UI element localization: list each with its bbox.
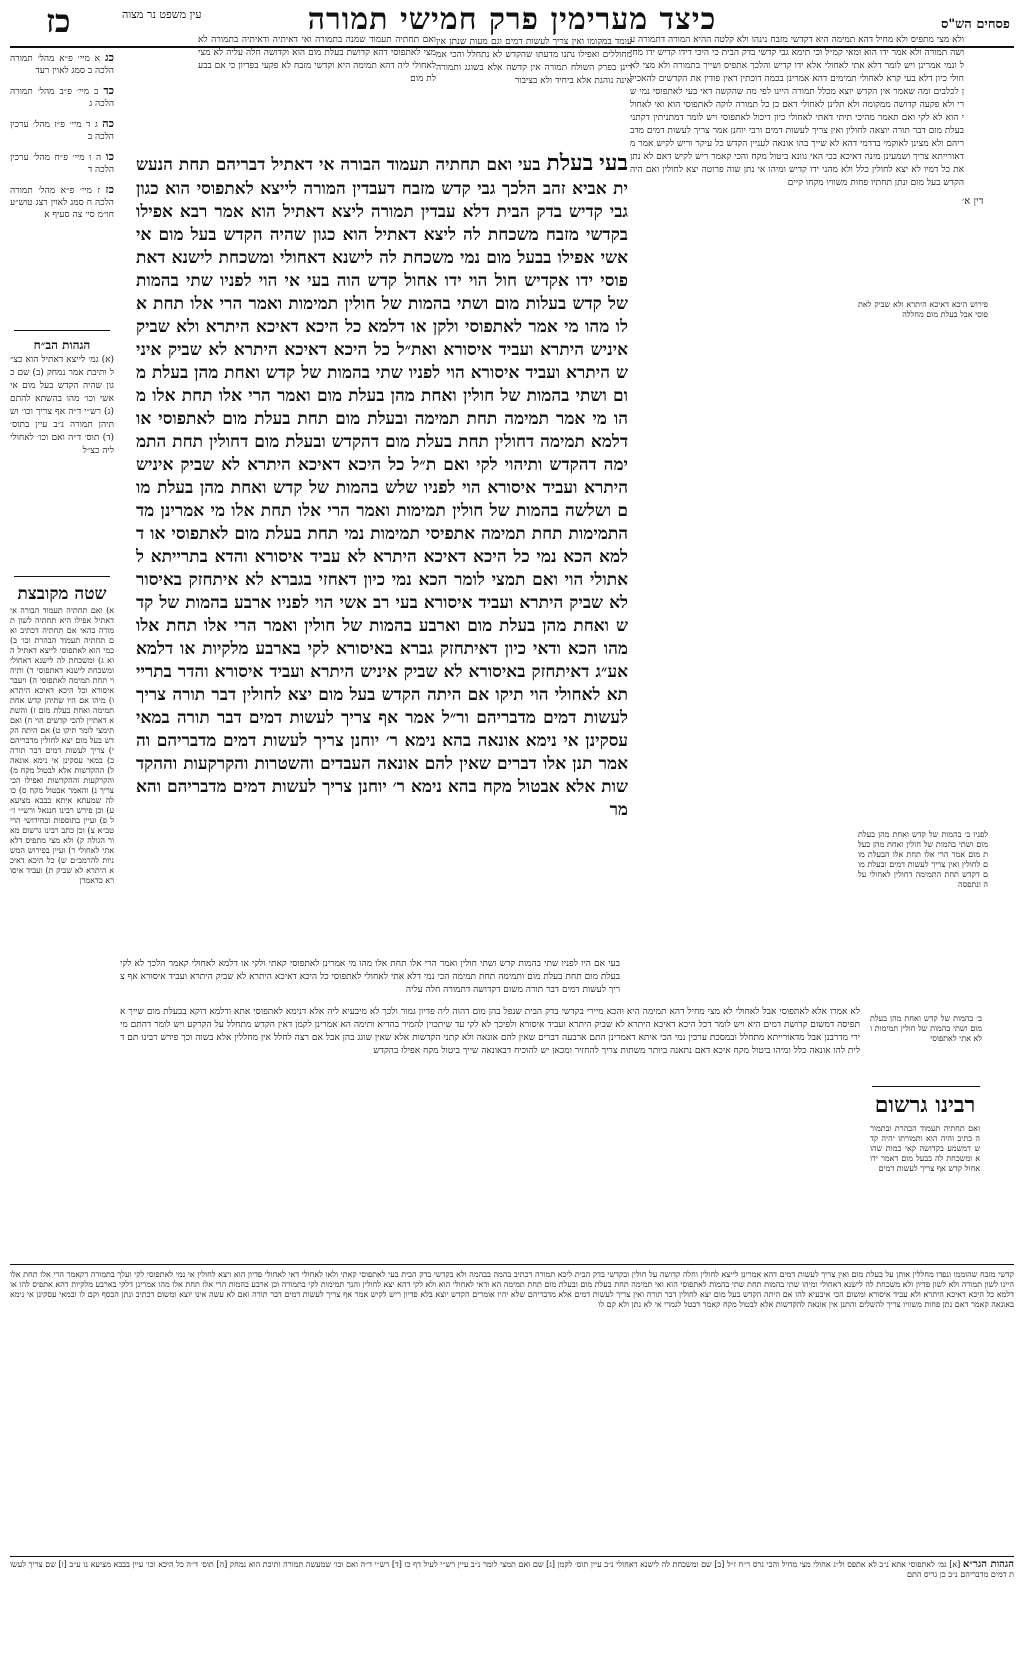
gloss-b: לפניו ב׳ בהמות של קדש ואחת מהן בעלת מום ושתי בהמות של חולין ואחת מהן בעלת מום אמר הרי אלו תחת אלו הבעלת מום לחולין ואין צריך לעשות דמים ובעלת מום דקדש תחת התמימה דחולין לאחולי עלה ונתפסה [858, 830, 988, 889]
gemara-body: בעי ואם תחתיה תעמוד הבורה אי דאתיל דבריהם תחת הנעשית אביא זהב הלכך גבי קדש מזבח דעבדין המורה לייצא לאתפוסי הוא כגון גבי קדיש בדק הבית דלא עבדין תמורה ליצא דאתיל הוא אמר רבא אפילו בקדשי מזבח משכחת לה ליצא דאתיל הוא כגון שהיה הקדש בעל מום אי אשי אפילו בבעל מום נמי משכחת לה לישנא דאחולי ומשכחת לישנא דאתפוסי ידו אקדיש חול הוי ידו אחול קדש הוה בעי אי הוי לפניו שתי בהמות של קדש בעלות מום ושתי בהמות של חולין תמימות ואמר הרי אלו תחת אלו מהו מי אמר לאתפוסי ולקן או דלמא כל היכא דאיכא היתרא ולא שביק איניש היתרא ועביד איסורא ואת״ל כל היכא דאיכא היתרא לא שביק איניש היתרא ועביד איסורא הוי לפניו שתי בהמות של קדש ואחת מהן בעלת מום ושתי בהמות של חולין ואחת מהן בעלת מום ואמר הרי אלו תחת אלו מהו מי אמר תמימה תחת תמימה ובעלת מום תחת בעלת מום לאתפוסי או דלמא תמימה דחולין תחת בעלת מום דהקדש ובעלת מום דחולין תחת התמימה דהקדש ותיהוי לקי ואם ת״ל כל היכא דאיכא היתרא לא שביק איניש היתרא ועביד איסורא הוי לפניו שלש בהמות של קדש ואחת מהן בעלת מום ושלשה בהמות של חולין תמימות ואמר הרי אלו תחת אלו מי אמרינן מדהתמימות תחת תמימה אתפיסי תמימות נמי תחת בעלת מום לאתפוסי או דלמא הכא נמי כל היכא דאיכא היתרא לא עביד איסורא והדא בתרייתא לאתולי הוי ואם תמצי לומר הכא נמי כיון דאחזי בגברא לא איתחזק באיסור לא שביק היתרא ועביד איסורא בעי רב אשי הוי לפניו ארבע בהמות של קדש ואחת מהן בעלת מום וארבע בהמות של חולין ואמר הרי אלו תחת אלו מהו הכא ודאי כיון דאיתחזק גברא באיסורא לקי בארבע מלקיות או דלמא אע״ג דאיתחזק באיסורא לא שביק איניש היתרא ועביד איסורא והדר בתרייתא לאחולי הוי תיקו אם היתה הקדש בעל מום יצא לחולין דבר תורה צריך לעשות דמים מדבריהם ור״ל אמר אף צריך לעשות דמים דבר תורה במאי עסקינן אי נימא אונאה בהא נימא ר׳ יוחנן צריך לעשות דמים מדבריהם והאמר תנן אלו דברים שאין להם אונאה העבדים והשטרות והקרקעות וההקדשות אלא אבטול מקח בהא נימא ר׳ יוחנן צריך לעשות דמים מדבריהם והאמר [136, 155, 628, 820]
ein-mishpat-entry: כד ב מיי׳ פ״ב מהל׳ תמורה הלכה ג [10, 84, 114, 109]
tosafot-right-text: ולא מצי מתפיס ולא מחיל דהא תמימה היא דקדשי מזבח נינהו ולא קלטה ההיא המורה דתמורה עושה תמורה ולא אמר ידו הוא ומאי קמ״ל וכי תימא גבי קדשי בדק הבית כי היכי דידו קדיש ידו מחיל ונמי אמרינן ויש לומר דלא אתי לאחולי אלא ידו קדיש והלכך אתפיס ושייך בתמורה ולא מצי לאחולי כיון דלא בעי קרא לאחולי תמימים דהא אמרינן בכמה דוכתין דאין פודין את הקדשים להאכילן לכלבים ומה שאמר אין הקדש יוצא מכלל תמורה היינו לפי מה שהקשה דאי בעי לאתפוסי נמי שרי ולא פקעה קדושה ממקומה ולא תלינן לאחולי דאם כן כל תמורה לוקה לאתפוסי הוא ואי לאחולי הוא לא לקי ואם תאמר מהיכי תיתי דאתי לאחולי כיון דיכול לאתפוסי ויש לומר דמתניתין דקתני בעלת מום דבר תורה יוצאה לחולין ואין צריך לעשות דמים ורבי יוחנן אמר צריך לעשות דמים מדבריהם ולא מצינן לאוקמי בדדמי דהא לא שייך בהו אונאה לעניין הקדש כל עיקר וריש לקיש אמר מדאורייתא צריך ושמעינן מינה דאיכא בכי האי גוונא ביטול מקח והכי קאמר ריש לקיש דאם לא נתן את כל דמיו לא יצא לחולין כלל ולא מהני ידו קדיש ומיהו אי נתן שוה פרוטה יצא לחולין ואם היה הקדש בעל מום ונתן תחתיו פחות משוויו מקחו קיים [630, 35, 964, 188]
gemara-opening-word: בעי [599, 150, 628, 176]
ein-mishpat-entry: כה ג ד מיי׳ פ״ז מהל׳ ערכין הלכה ב [10, 117, 114, 142]
rashi-inner-text: בעי אם היו לפניו שתי בהמות קדש ושתי חולין ואמר הרי אלו תחת אלו מהו מי אמרינן לאתפוסי קאתי ולקי או דלמא לאחולי קאמר הלכך לא לקי בעלת מום תחת בעלת מום ותמימה תחת תמימה הכי נמי דלא אתי לאחולי לאתפוסי כל היכא דאיכא היתרא לא שביק היתרא ועביד איסורא אף צריך לעשות דמים דבר תורה משום דקדושה דתמורה חלה עליה [120, 959, 620, 995]
rabbeinu-gershom-title: רבינו גרשום [874, 1092, 976, 1118]
chapter-title: כיצד מערימין פרק חמישי תמורה [307, 2, 717, 37]
tosafot-right-column [630, 34, 964, 874]
rashi-inner-block [120, 958, 620, 1002]
daf-number: כז [46, 2, 71, 40]
rashi-top-text: ואם תחתיה תעמוד שמנה בתמורה ואי דאיתיה ודאיתיה בתמורה לא מצי לאתפוסי דהא קדושת בעלת מום הוא וקדושה חלה עליה לא מצי לאחולי ליה דהא תמימה היא וקדשי מזבח לא פקעי בפדיון כי אם בבעלת מום [198, 35, 436, 84]
tosafot-bottom-block: לא אמרו אלא לאתפוסי אבל לאחולי לא מצי מחיל דהא תמימה היא והכא מיירי בקדשי בדק הבית שנפל בהן מום דהוה ליה פדיון גמור ולכך לא מיבעיא ליה אלא דנימא לאתפוסי אתא ודלמא דוקא בבעלת מום שייך אתפיסה דמשום קדושת דמים היא ויש לומר דכל היכא דאיכא היתרא לא שביק היתרא ועביד איסורא ולפיכך לא לקי עד שיתכוין להמיר בהדיא ותימה הא אמרינן לקמן דאין הקדש מתחלל על הקרקע ויש לומר דהתם מיירי מדרבנן אבל מדאורייתא מתחלל ובמסכת ערכין נמי הכי איתא דאמרינן התם ארבעה דברים שאין להם אונאה ולא קתני הקדשות אלא שאין שוגג בהן אבל אם רצה לחלל אין מחללין אלא בשוה וכך פירש רבינו תם דלית להו אונאה כלל ומיהו ביטול מקח איכא דאם נתאנה ביותר משתות צריך להחזיר ומכאן יש להוכיח דבאונאה שייך ביטול מקח אפילו בהקדש [120, 1007, 860, 1056]
gemara-second-heading: בעלת [546, 150, 594, 176]
hagahot-hagra-title: הגהות הגר״א [962, 1560, 1014, 1570]
gloss-label: דין א׳ [962, 196, 984, 207]
section-divider [10, 1264, 1014, 1265]
ein-mishpat-header-label: עין משפט נר מצוה [122, 8, 202, 21]
ein-mishpat-entry: כז ז מיי׳ פ״א מהל׳ תמורה הלכה ח סמג לאוין רצג טוש״ע חו״מ סי׳ צה סעיף א [10, 183, 114, 220]
ein-mishpat-column [10, 52, 114, 322]
page-number: פסחים הש"ס [940, 17, 1010, 32]
shita-mekubetzet-text: א) ואם תחתיה תעמוד הבורה אי דאתיל אפילו היא תחתיה לשון תמורה בהאי אם תחתיה דכתיב ואם תחתיה תעמוד הבהרת וכו׳ ב) כמי הוא לאתפוסי לייצא דאתיל הוא ג) ומשכחת לה לישנא דאחולי ומשכחת לישנא דאתפוסי ד) ותיהוי תחת תמימה לאתפוסי ה) ויעבר איסורא וכל היכא דאיכא היתרא ו) מיהו אם היו שתיהן קדש אחת תמימה ואחת בעלת מום ז) והשתא דאתיין להכי קדשים הוי ח) ואם תימצי לומר תיקו ט) אם היתה הקדש בעל מום יצא לחולין מדבריהם י) צריך לעשות דמים דבר תורה כ) במאי עסקינן אי נימא אונאה ל) ההקדשות אלא לבטול מקח מ) והקרקעות וההקדשות ואפילו הכי צריך נ) והאמר אבטול מקח ס) כולה שמעתא איתא בבבא מציעא ע) וכן פירש רבינו חננאל ורש״י ז״ל פ) ועיין בתוספות ובחידושי הריטב״א צ) וכן כתב רבינו גרשום מאור הגולה ק) ולא מצי מתפיס דלא אתי לאחולי ר) ועיין בפירוש המשניות להרמב״ם ש) כל היכא דאיכא היתרא לא שביק ת) ועביד איסורא כדאמרן [10, 606, 114, 885]
hagahot-hagra-text: [א] גמ׳ לאתפוסי אתא נ״ב לא אתפס ול״ג אחולי מצי מחיל והכי גרס ר״ח ז״ל [ב] שם ומשכחת לה לישנא דאחולי נ״ב עיין תוס׳ לקמן [ג] שם ואם תמצי לומר נ״ב עיין רש״י לעיל דף כו [ד] רש״י ד״ה ואם וכו׳ שמעשה תמורה ותיבת הוא נמחק [ה] תוס׳ ד״ה כל היכא וכו׳ עיין בבבא מציעא נו ע״ב [ו] שם צריך לעשות דמים מדבריהם נ״ב כן גריס התם [10, 1560, 1014, 1579]
rashi-top-block [198, 34, 436, 154]
gloss-c: ב׳ בהמות של קדש ואחת מהן בעלת מום ושתי בהמות של חולין תמימות ולא אתי לאתפוסי [870, 1014, 982, 1043]
margin-divider [14, 330, 110, 331]
hagahot-hagra-block [10, 1560, 1014, 1652]
hagahot-habach-title: הגהות הב״ח [33, 338, 91, 352]
ein-mishpat-entry: כו ה ו מיי׳ פ״ח מהל׳ ערכין הלכה ד [10, 150, 114, 175]
margin-divider [14, 576, 110, 577]
section-divider [10, 1556, 1014, 1557]
shita-mekubetzet-title: שטה מקובצת [17, 584, 107, 604]
gemara-main-text [136, 148, 628, 958]
margin-divider [872, 1086, 980, 1087]
tosafot-top-block [436, 36, 632, 148]
rabbeinu-gershom-text: ואם תחתיה תעמוד הבהרת ובתמורה כתיב והיה הוא ותמורתו יהיה קדש דמשמע בקדושה קאי כמות שהוא ומשכחת לה בבעל מום דאמר ידו אחול קדש אף צריך לעשות דמים [870, 1124, 980, 1173]
ein-mishpat-entry: כג א מיי׳ פ״א מהל׳ תמורה הלכה ב סמג לאוין רעד [10, 52, 114, 76]
rashi-bottom-block: קדשי מזבח שהוממו ונפדו מחללין אותן על בעלת מום ואין צריך לעשות דמים דהא אמרינן לייצא לחולין וחלה קדושה על חולין ובקדשי בדק הבית ליכא תמורה דכתיב בהמה בבהמה ולא בקדשי בדק הבית בעי לאתפוסי קאתי ולאו לאחולי דאי לאחולי פדיון הוא ויצא לחולין אי נמי לאתפוסי לקי ועלך בתמורה דקאמר הרי אלו תחת אלו היינו לשון תמורה ולא לשון פדיון ולא משכחת לה לישנא דאחולי ומיהו שתי בהמות תחת שתי בהמות לאתפוסי הוא ואי תמימה תחת בעלת מום ובעלת מום תחת תמימה הא ודאי לאחולי הוא ולא לקי דהא יצא לחולין והנך תמימות לקי בתמורה וכן ארבע בהמות הרי אלו תחת אלו מהו אמרינן דלקי בארבע מלקיות דהא אתפיס להו או דלמא כל היכא דאיכא היתרא ולא עביד איסורא ומשום הכי איבעיא להו אם היתה הקדש בעל מום יצא לחולין דבר תורה ואין צריך לעשות דמים אלא מדבריהם שלא יהיו אומרים הקדש יוצא בלא פדיון ריש לקיש אמר אף צריך לעשות דמים דבר תורה ואם לא עשה אינו יוצא ומשום דכתיב ונתן הכסף וקם לו ובמאי עסקינן אי נימא באונאה קאמר דאם נתן פחות משוויו צריך להשלים והתנן אין אונאה להקדשות אלא לבטול מקח קאמר דבטל לגמרי אי לא נתן ולא קם לו [10, 1270, 1014, 1309]
tosafot-top-text: עומד במקומו ואין צריך לעשות דמים וגם מעות שנתן אין מחוללים ואפילו נתנו מדעתו שהקדש לא נתחלל והכי אמרינן בפרק השולח תמורה אין קדשה אלא בשוגג ותמורה אינה נוהגת אלא ביחיד ולא בציבור [436, 37, 632, 86]
gloss-a: פירוש היכא דאיכא היתרא ולא שביק לאתפוסי אבל בעלת מום מחללה [858, 300, 988, 319]
hagahot-habach-text: (א) גמ׳ לייצא דאתיל הוא כצ״ל ותיבת אמר נמחק (ב) שם כגון שהיה הקדש בעל מום אי אשי וכו׳ מהו בהשתא להתם (ג) רש״י ד״ה אף צריך וכו׳ ושתיהן תמורה נ״ב עיין בתוס׳ (ד) תוס׳ ד״ה ואם וכו׳ לאחולי ליה כצ״ל [10, 355, 114, 456]
